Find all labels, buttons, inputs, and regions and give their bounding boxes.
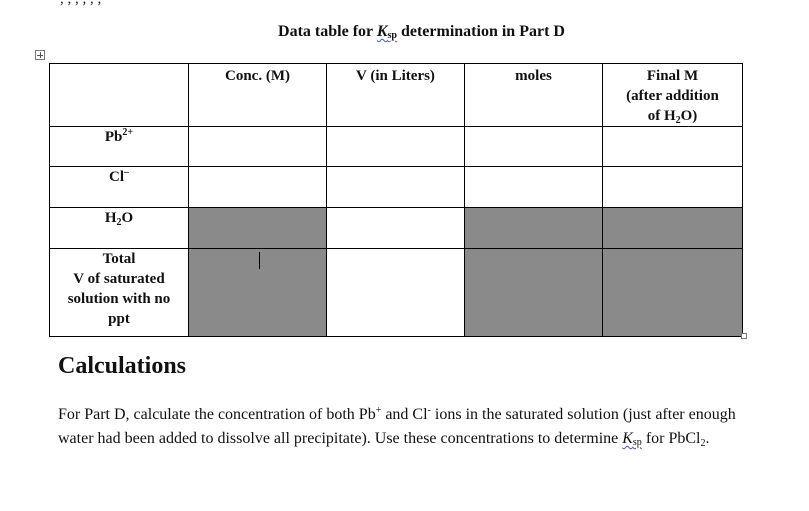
header-final-line3-pre: of H — [647, 108, 676, 124]
cl-moles-cell[interactable] — [465, 167, 603, 208]
table-title-suffix: determination in Part D — [396, 23, 565, 40]
header-final-line3-sub: 2 — [675, 115, 681, 126]
header-final-line1: Final M — [646, 68, 699, 84]
table-row-cl — [50, 167, 743, 208]
water-volume-cell[interactable] — [327, 208, 465, 249]
calc-text-1: For Part D, calculate the concentration of both Pb — [58, 406, 376, 423]
calc-text-4: for PbCl — [641, 430, 701, 447]
cl-conc-cell[interactable] — [189, 167, 327, 208]
water-moles-cell-shaded[interactable] — [465, 208, 603, 249]
cl-charge: – — [124, 167, 129, 178]
header-blank-cell[interactable] — [50, 64, 189, 127]
calc-text-5: . — [705, 430, 710, 447]
table-resize-handle-icon[interactable] — [741, 333, 747, 339]
water-conc-cell-shaded[interactable] — [189, 208, 327, 249]
calc-text-2: and Cl — [381, 406, 428, 423]
table-title — [0, 23, 809, 41]
cut-off-previous-line — [60, 0, 101, 8]
ksp-symbol — [377, 23, 397, 40]
calculations-paragraph — [58, 403, 738, 455]
calculations-heading: Calculations — [58, 353, 187, 379]
cl-final-cell[interactable] — [603, 167, 743, 208]
pb-charge: 2+ — [122, 127, 134, 138]
row-label-pb[interactable] — [50, 127, 189, 167]
table-row-total — [50, 249, 743, 337]
total-line3: solution with no — [67, 291, 171, 307]
total-conc-cell-shaded[interactable] — [189, 249, 327, 337]
header-final-m[interactable] — [603, 64, 743, 127]
ksp-subscript: sp — [387, 30, 397, 41]
cl-base: Cl — [109, 169, 124, 185]
water-base: H — [104, 210, 117, 226]
table-row-pb — [50, 127, 743, 167]
table-header-row — [50, 64, 743, 127]
pb-conc-cell[interactable] — [189, 127, 327, 167]
header-final-line3-post: O) — [680, 108, 698, 124]
ksp-data-table — [49, 63, 743, 337]
water-final-cell-shaded[interactable] — [603, 208, 743, 249]
table-row-water — [50, 208, 743, 249]
total-line1: Total — [102, 251, 136, 267]
calc-cl-charge: - — [427, 405, 431, 416]
total-volume-cell[interactable] — [327, 249, 465, 337]
total-final-cell-shaded[interactable] — [603, 249, 743, 337]
total-line2: V of saturated — [73, 271, 165, 287]
total-line4: ppt — [108, 311, 130, 327]
row-label-total[interactable] — [50, 249, 189, 337]
text-cursor — [259, 252, 260, 269]
header-conc[interactable]: Conc. (M) — [189, 64, 327, 127]
row-label-water[interactable] — [50, 208, 189, 249]
calc-ksp-k: K — [622, 430, 633, 447]
total-moles-cell-shaded[interactable] — [465, 249, 603, 337]
water-post: O — [121, 210, 134, 226]
calc-pb-charge: + — [375, 405, 382, 416]
pb-base: Pb — [104, 129, 123, 145]
calc-text-3: ions in the saturated solution (just after enough water had been added to dissolve all precipitate). Use these concentrations to determine — [58, 406, 736, 447]
row-label-cl[interactable] — [50, 167, 189, 208]
calc-pbcl2-sub: 2 — [700, 438, 706, 449]
ksp-k: K — [376, 23, 388, 40]
table-move-handle-icon[interactable] — [35, 50, 45, 60]
pb-volume-cell[interactable] — [327, 127, 465, 167]
table-title-prefix: Data table for — [278, 23, 377, 40]
header-moles[interactable]: moles — [465, 64, 603, 127]
calc-ksp-symbol — [622, 430, 642, 447]
pb-moles-cell[interactable] — [465, 127, 603, 167]
water-sub: 2 — [116, 217, 122, 228]
header-final-line3 — [648, 108, 698, 124]
cl-volume-cell[interactable] — [327, 167, 465, 208]
header-volume[interactable]: V (in Liters) — [327, 64, 465, 127]
calc-ksp-sub: sp — [632, 437, 642, 448]
pb-final-cell[interactable] — [603, 127, 743, 167]
header-final-line2: (after addition — [626, 88, 719, 104]
